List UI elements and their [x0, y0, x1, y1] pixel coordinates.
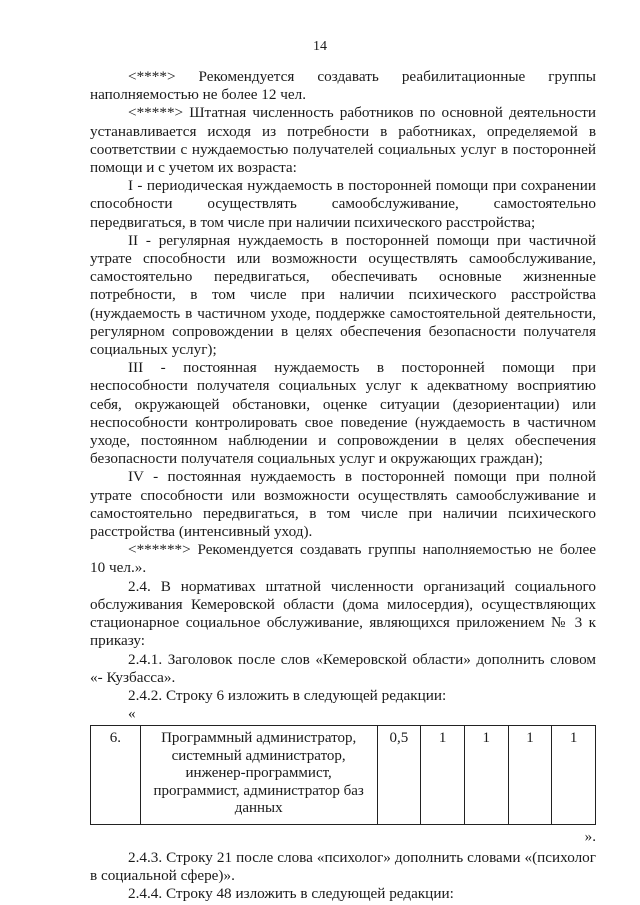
- item-2-4-4: 2.4.4. Строку 48 изложить в следующей редакции:: [128, 885, 454, 903]
- footnote-5: <*****> Штатная численность работников по основной деятельности устанавливается исходя из потребности в работниках, определяемой в соответствии с нуждаемостью получателей социальных услуг в посторонней помощи и с учетом их возраста:: [90, 104, 596, 177]
- item-2-4-1: 2.4.1. Заголовок после слов «Кемеровской области» дополнить словом «- Кузбасса».: [90, 650, 596, 686]
- value-cell: 1: [552, 726, 596, 825]
- staff-table: [90, 725, 596, 825]
- footnote-4: <****> Рекомендуется создавать реабилитационные группы наполняемостью не более 12 чел.: [90, 68, 596, 104]
- item-2-4-3: 2.4.3. Строку 21 после слова «психолог» дополнить словами «(психолог в социальной сфере)».: [90, 848, 596, 885]
- value-cell: 1: [421, 726, 465, 825]
- open-quote: «: [128, 705, 136, 723]
- value-cell: 1: [464, 726, 508, 825]
- section-2-4: 2.4. В нормативах штатной численности организаций социального обслуживания Кемеровской области (дома милосердия), осуществляющих стационарное социальное обслуживание, являющихся приложением № 3 к приказу:: [90, 577, 596, 650]
- value-cell: 0,5: [377, 726, 421, 825]
- item-2-4-2: 2.4.2. Строку 6 изложить в следующей редакции:: [128, 686, 447, 704]
- category-4: IV - постоянная нуждаемость в посторонней помощи при полной утрате способности или возможности осуществлять самообслуживание и самостоятельно передвигаться, в том числе при наличии психического расстройства (интенсивный уход).: [90, 468, 596, 541]
- category-1: I - периодическая нуждаемость в посторонней помощи при сохранении способности осуществлять самообслуживание, самостоятельно передвигаться, в том числе при наличии психического расстройства;: [90, 177, 596, 231]
- document-body: [90, 68, 596, 903]
- close-quote: ».: [584, 827, 596, 845]
- footnote-6: <******> Рекомендуется создавать группы наполняемостью не более 10 чел.».: [90, 541, 596, 577]
- table-row: [91, 726, 596, 825]
- category-3: III - постоянная нуждаемость в посторонней помощи при неспособности получателя социальных услуг к адекватному восприятию себя, окружающей обстановки, оценке ситуации (дезориентации) или неспособности контролировать свое поведение (нуждаемость в частичном уходе, постоянном наблюдении и сопровождении в целях обеспечения безопасности получателя социальных услуг и окружающих граждан);: [90, 359, 596, 468]
- position-name-cell: Программный администратор, системный администратор, инженер-программист, программист, администратор баз данных: [140, 726, 377, 825]
- category-2: II - регулярная нуждаемость в посторонней помощи при частичной утрате способности или возможности осуществлять самообслуживание, самостоятельно передвигаться, обеспечивать основные жизненные потребности, в том числе при наличии психического расстройства (нуждаемость в частичном уходе, поддержке самостоятельной деятельности, регулярном сопровождении в целях обеспечения безопасности получателя социальных услуг);: [90, 231, 596, 359]
- page-number: 14: [313, 39, 327, 54]
- value-cell: 1: [508, 726, 552, 825]
- row-number-cell: 6.: [91, 726, 141, 825]
